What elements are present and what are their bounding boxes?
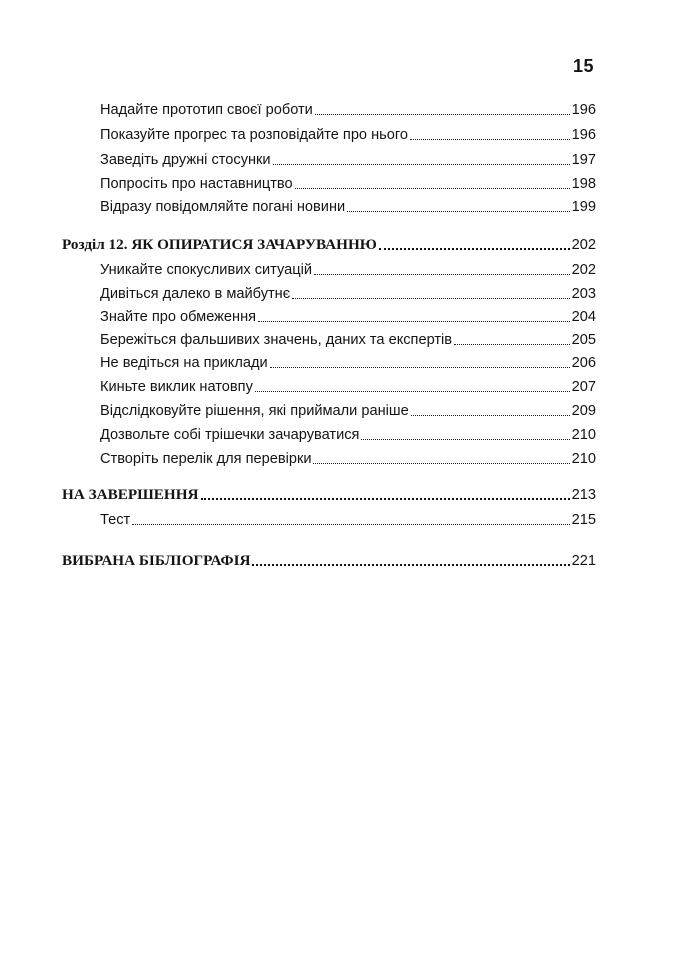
toc-entry[interactable] xyxy=(100,330,596,350)
toc-entry[interactable] xyxy=(100,100,596,120)
toc-entry-page: 205 xyxy=(571,332,596,348)
toc-entry-title: Киньте виклик натовпу xyxy=(100,379,253,395)
toc-entry-title: Дивіться далеко в майбутнє xyxy=(100,286,291,302)
toc-conclusion-title: НА ЗАВЕРШЕННЯ xyxy=(62,486,199,503)
toc-entry[interactable] xyxy=(100,125,596,145)
toc-entry-title: Заведіть дружні стосунки xyxy=(100,152,271,168)
toc-entry-title: Надайте прототип своєї роботи xyxy=(100,102,313,118)
dot-leader xyxy=(258,321,570,322)
toc-entry-title: Відразу повідомляйте погані новини xyxy=(100,199,346,215)
toc-entry[interactable] xyxy=(100,377,596,397)
dot-leader xyxy=(270,367,570,368)
toc-chapter-page: 202 xyxy=(571,237,596,253)
toc-entry-title: Створіть перелік для перевірки xyxy=(100,451,312,467)
toc-entry-page: 209 xyxy=(571,403,596,419)
dot-leader xyxy=(201,498,570,500)
toc-entry[interactable] xyxy=(100,197,596,217)
dot-leader xyxy=(411,415,570,416)
toc-entry[interactable] xyxy=(100,174,596,194)
dot-leader xyxy=(410,139,570,140)
toc-entry-page: 198 xyxy=(571,176,596,192)
toc-entry[interactable] xyxy=(100,401,596,421)
toc-entry-title: Знайте про обмеження xyxy=(100,309,257,325)
toc-entry-page: 206 xyxy=(571,355,596,371)
dot-leader xyxy=(454,344,570,345)
toc-entry-title: Відслідковуйте рішення, які приймали раніше xyxy=(100,403,409,419)
toc-entry-title: Показуйте прогрес та розповідайте про нього xyxy=(100,127,409,143)
toc-entry-title: Тест xyxy=(100,512,131,528)
dot-leader xyxy=(252,564,569,566)
toc-entry-page: 202 xyxy=(571,262,596,278)
toc-entry[interactable] xyxy=(100,284,596,304)
dot-leader xyxy=(313,463,569,464)
toc-bibliography-title: ВИБРАНА БІБЛІОГРАФІЯ xyxy=(62,552,251,569)
toc-entry-page: 215 xyxy=(571,512,596,528)
toc-entry-page: 203 xyxy=(571,286,596,302)
toc-entry-title: Уникайте спокусливих ситуацій xyxy=(100,262,313,278)
toc-entry[interactable] xyxy=(100,353,596,373)
toc-entry[interactable] xyxy=(100,510,596,530)
toc-entry-page: 210 xyxy=(571,427,596,443)
dot-leader xyxy=(315,114,570,115)
page-number: 15 xyxy=(572,56,594,76)
toc-entry-page: 207 xyxy=(571,379,596,395)
dot-leader xyxy=(379,248,570,250)
toc-conclusion-page: 213 xyxy=(571,487,596,503)
toc-entry[interactable] xyxy=(100,449,596,469)
toc-entry-page: 204 xyxy=(571,309,596,325)
toc-entry-page: 197 xyxy=(571,152,596,168)
toc-conclusion-entry[interactable] xyxy=(62,485,596,505)
toc-entry-title: Бережіться фальшивих значень, даних та експертів xyxy=(100,332,453,348)
toc-entry-title: Не ведіться на приклади xyxy=(100,355,268,371)
toc-entry-page: 196 xyxy=(571,127,596,143)
toc-entry-page: 210 xyxy=(571,451,596,467)
dot-leader xyxy=(295,188,570,189)
dot-leader xyxy=(273,164,570,165)
dot-leader xyxy=(314,274,570,275)
dot-leader xyxy=(132,524,569,525)
toc-entry[interactable] xyxy=(100,260,596,280)
toc-entry[interactable] xyxy=(100,425,596,445)
toc-entry[interactable] xyxy=(100,307,596,327)
toc-chapter-entry[interactable] xyxy=(62,235,596,255)
toc-entry[interactable] xyxy=(100,150,596,170)
dot-leader xyxy=(361,439,569,440)
dot-leader xyxy=(347,211,569,212)
toc-bibliography-entry[interactable] xyxy=(62,551,596,571)
toc-entry-title: Попросіть про наставництво xyxy=(100,176,293,192)
dot-leader xyxy=(255,391,570,392)
toc-bibliography-page: 221 xyxy=(571,553,596,569)
toc-entry-page: 196 xyxy=(571,102,596,118)
toc-entry-title: Дозвольте собі трішечки зачаруватися xyxy=(100,427,360,443)
toc-entry-page: 199 xyxy=(571,199,596,215)
dot-leader xyxy=(292,298,569,299)
toc-chapter-title: Розділ 12. ЯК ОПИРАТИСЯ ЗАЧАРУВАННЮ xyxy=(62,236,377,253)
